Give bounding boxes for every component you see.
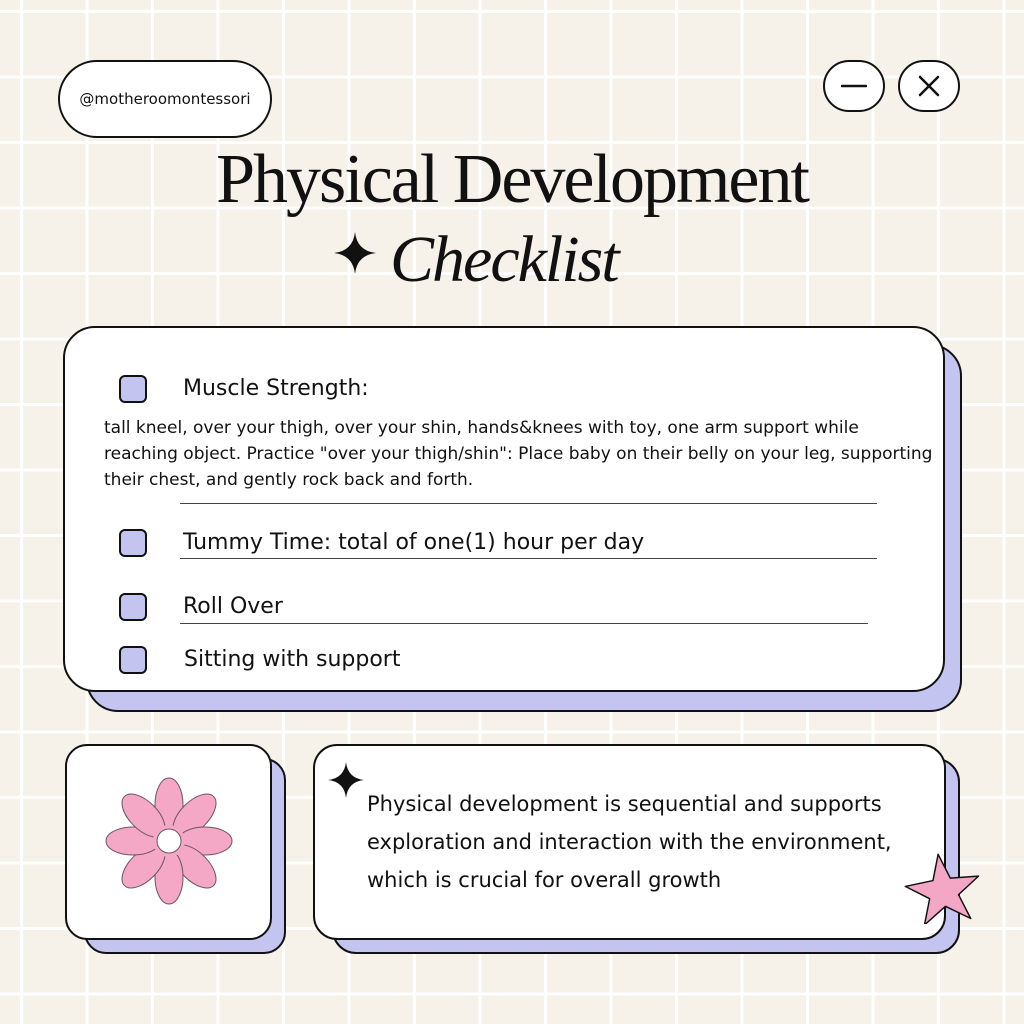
close-icon: [918, 75, 940, 97]
divider: [180, 503, 877, 504]
minus-icon: [841, 84, 867, 88]
page-title: Physical Development: [216, 141, 808, 218]
checkbox-sitting-with-support[interactable]: [119, 646, 147, 674]
checkbox-tummy-time[interactable]: [119, 529, 147, 557]
note-text: Physical development is sequential and supports exploration and interaction with the environment, which is crucial for overall growth: [367, 792, 892, 892]
divider: [180, 623, 868, 624]
sparkle-icon: [334, 232, 376, 274]
handle-badge: [58, 60, 272, 138]
minimize-button[interactable]: [823, 60, 885, 112]
sparkle-icon: [328, 762, 364, 798]
checklist-item-label: Muscle Strength:: [183, 376, 369, 401]
divider: [180, 558, 877, 559]
flower-icon: [104, 776, 234, 906]
checkbox-roll-over[interactable]: [119, 593, 147, 621]
checklist-item-label: Tummy Time: total of one(1) hour per day: [183, 530, 645, 555]
muscle-strength-description: tall kneel, over your thigh, over your shin, hands&knees with toy, one arm support while reaching object. Practice "over your thigh/shin": Place baby on their belly on your leg, supporting their chest, and gently rock back and forth.: [104, 418, 933, 490]
star-icon: [904, 852, 982, 924]
handle-text: @motheroomontessori: [79, 90, 251, 108]
checklist-item-label: Roll Over: [183, 594, 283, 619]
page-subtitle: Checklist: [390, 223, 618, 296]
close-button[interactable]: [898, 60, 960, 112]
checkbox-muscle-strength[interactable]: [119, 375, 147, 403]
checklist-item-label: Sitting with support: [184, 647, 401, 672]
